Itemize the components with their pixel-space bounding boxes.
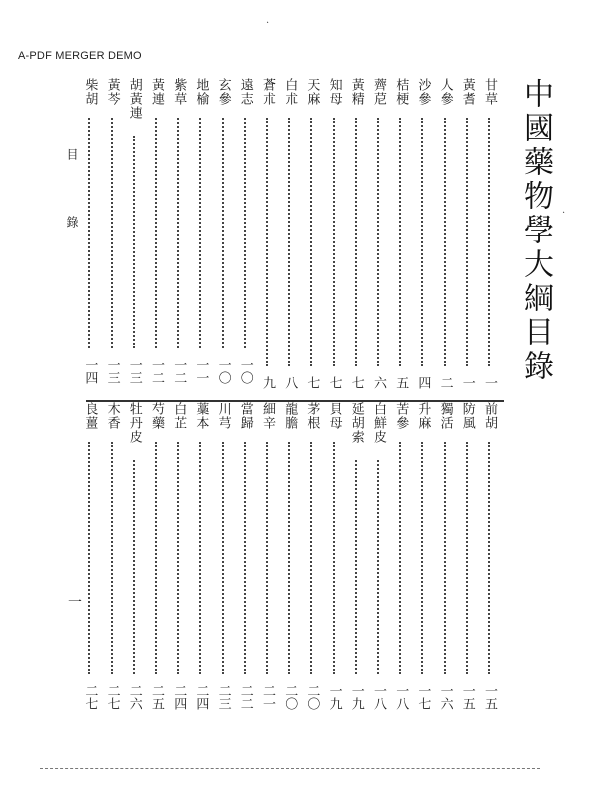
index-entry (280, 78, 298, 394)
entry-page-number: 一五 (459, 684, 475, 710)
entry-page-number: 一三 (126, 358, 142, 384)
leader-dots (199, 442, 201, 674)
entry-name: 延胡索 (348, 402, 364, 444)
leader-dots (355, 460, 357, 674)
document-title: 中國藥物學大綱目錄 (518, 78, 553, 384)
entry-name: 獨活 (437, 402, 453, 430)
index-entry (325, 402, 343, 720)
leader-dots (377, 460, 379, 674)
index-entry (413, 78, 431, 394)
entry-name: 苦參 (393, 402, 409, 430)
entry-name: 白鮮皮 (371, 402, 386, 444)
entry-name: 龍膽 (282, 402, 298, 430)
entry-name: 甘草 (482, 78, 497, 106)
entry-page-number: 七 (326, 376, 342, 389)
index-entry (191, 402, 209, 720)
entry-name: 胡黃連 (126, 78, 142, 120)
watermark-text: A-PDF MERGER DEMO (18, 50, 142, 62)
entry-page-number: 二一 (260, 684, 275, 710)
leader-dots (399, 442, 401, 674)
index-entry (391, 402, 409, 720)
leader-dots (444, 442, 446, 674)
leader-dots (88, 118, 90, 348)
entry-page-number: 六 (371, 376, 386, 389)
entry-name: 貝母 (326, 402, 342, 430)
entry-name: 玄參 (215, 78, 231, 106)
leader-dots (111, 118, 113, 348)
entry-name: 蒼朮 (260, 78, 275, 106)
index-entry (302, 402, 320, 720)
index-entry (436, 402, 454, 720)
leader-dots (444, 118, 446, 366)
leader-dots (421, 442, 423, 674)
index-entry (169, 402, 187, 720)
entry-name: 川芎 (215, 402, 231, 430)
leader-dots (488, 442, 490, 674)
leader-dots (288, 118, 290, 366)
leader-dots (177, 118, 179, 348)
entry-page-number: 七 (304, 376, 320, 389)
entry-page-number: 一九 (348, 684, 364, 710)
leader-dots (421, 118, 423, 366)
index-entry (280, 402, 298, 720)
leader-dots (377, 118, 379, 366)
leader-dots (177, 442, 179, 674)
index-entry (169, 78, 187, 394)
index-entry (458, 78, 476, 394)
entry-page-number: 一八 (371, 684, 386, 710)
entry-name: 黃芩 (104, 78, 120, 106)
entry-page-number: 二四 (171, 684, 187, 710)
index-entry (480, 402, 498, 720)
entry-page-number: 一九 (326, 684, 342, 710)
entry-name: 薺苨 (371, 78, 386, 106)
leader-dots (244, 118, 246, 348)
leader-dots (133, 136, 135, 348)
scan-speck-icon: · (562, 208, 566, 219)
leader-dots (222, 118, 224, 348)
index-entry (125, 78, 143, 394)
index-entry (436, 78, 454, 394)
entry-page-number: 一〇 (237, 358, 253, 384)
entry-page-number: 二三 (215, 684, 231, 710)
leader-dots (155, 442, 157, 674)
entry-page-number: 五 (393, 376, 409, 389)
entry-page-number: 二六 (126, 684, 142, 710)
entry-page-number: 一 (459, 376, 475, 389)
entry-name: 白芷 (171, 402, 187, 430)
entry-page-number: 九 (260, 376, 275, 389)
bottom-rule (40, 768, 540, 769)
entry-name: 柴胡 (82, 78, 98, 106)
leader-dots (466, 118, 468, 366)
entry-page-number: 一五 (482, 684, 497, 710)
entry-name: 細辛 (260, 402, 275, 430)
entry-page-number: 一二 (149, 358, 164, 384)
index-entry (325, 78, 343, 394)
entry-page-number: 一一 (193, 358, 209, 384)
entry-name: 黃精 (348, 78, 364, 106)
index-entry (214, 78, 232, 394)
entry-page-number: 一〇 (215, 358, 231, 384)
entry-name: 黃耆 (459, 78, 475, 106)
entry-name: 芍藥 (149, 402, 164, 430)
entry-page-number: 一四 (82, 358, 98, 384)
entry-name: 沙參 (415, 78, 431, 106)
index-entry (147, 402, 165, 720)
index-entry (258, 402, 276, 720)
entry-page-number: 四 (415, 376, 431, 389)
leader-dots (310, 442, 312, 674)
leader-dots (333, 442, 335, 674)
entry-name: 紫草 (171, 78, 187, 106)
leader-dots (466, 442, 468, 674)
index-entry (125, 402, 143, 720)
entry-name: 良薑 (82, 402, 98, 430)
index-entry (458, 402, 476, 720)
entry-name: 遠志 (237, 78, 253, 106)
entry-page-number: 二 (437, 376, 453, 389)
leader-dots (288, 442, 290, 674)
index-entry (103, 402, 121, 720)
leader-dots (266, 442, 268, 674)
entry-page-number: 二五 (149, 684, 164, 710)
index-entry (147, 78, 165, 394)
entry-name: 天麻 (304, 78, 320, 106)
leader-dots (244, 442, 246, 674)
index-entry (236, 78, 254, 394)
entry-name: 茅根 (304, 402, 320, 430)
entry-page-number: 一六 (437, 684, 453, 710)
leader-dots (133, 460, 135, 674)
entry-name: 桔梗 (393, 78, 409, 106)
entry-name: 升麻 (415, 402, 431, 430)
leader-dots (333, 118, 335, 366)
entry-name: 地榆 (193, 78, 209, 106)
index-entry (369, 78, 387, 394)
scan-speck-icon: · (266, 18, 270, 29)
entry-page-number: 二七 (104, 684, 120, 710)
entry-name: 藁本 (193, 402, 209, 430)
entry-name: 知母 (326, 78, 342, 106)
index-entry (391, 78, 409, 394)
index-entry (347, 78, 365, 394)
index-entry (347, 402, 365, 720)
index-entry (214, 402, 232, 720)
entry-name: 前胡 (482, 402, 497, 430)
leader-dots (488, 118, 490, 366)
leader-dots (199, 118, 201, 348)
section-label: 目 錄 (65, 148, 79, 250)
entry-page-number: 一二 (171, 358, 187, 384)
entry-page-number: 二二 (237, 684, 253, 710)
entry-page-number: 一七 (415, 684, 431, 710)
page-number: 一 (68, 595, 82, 611)
index-entry (236, 402, 254, 720)
leader-dots (355, 118, 357, 366)
index-entry (103, 78, 121, 394)
index-entry (302, 78, 320, 394)
leader-dots (155, 118, 157, 348)
leader-dots (222, 442, 224, 674)
entry-name: 白朮 (282, 78, 298, 106)
index-entry (80, 402, 98, 720)
entry-page-number: 二七 (82, 684, 98, 710)
index-entry (258, 78, 276, 394)
entry-name: 牡丹皮 (126, 402, 142, 444)
entry-page-number: 一八 (393, 684, 409, 710)
entry-page-number: 八 (282, 376, 298, 389)
entry-name: 人參 (437, 78, 453, 106)
entry-page-number: 七 (348, 376, 364, 389)
index-entry (80, 78, 98, 394)
index-entry (369, 402, 387, 720)
index-entry (480, 78, 498, 394)
entry-name: 防風 (459, 402, 475, 430)
leader-dots (310, 118, 312, 366)
entry-name: 當歸 (237, 402, 253, 430)
entry-page-number: 一 (482, 376, 497, 389)
leader-dots (88, 442, 90, 674)
leader-dots (399, 118, 401, 366)
leader-dots (266, 118, 268, 366)
entry-name: 木香 (104, 402, 120, 430)
entry-page-number: 二〇 (304, 684, 320, 710)
index-entry (413, 402, 431, 720)
entry-name: 黃連 (149, 78, 164, 106)
entry-page-number: 二四 (193, 684, 209, 710)
entry-page-number: 一三 (104, 358, 120, 384)
index-entry (191, 78, 209, 394)
leader-dots (111, 442, 113, 674)
entry-page-number: 二〇 (282, 684, 298, 710)
